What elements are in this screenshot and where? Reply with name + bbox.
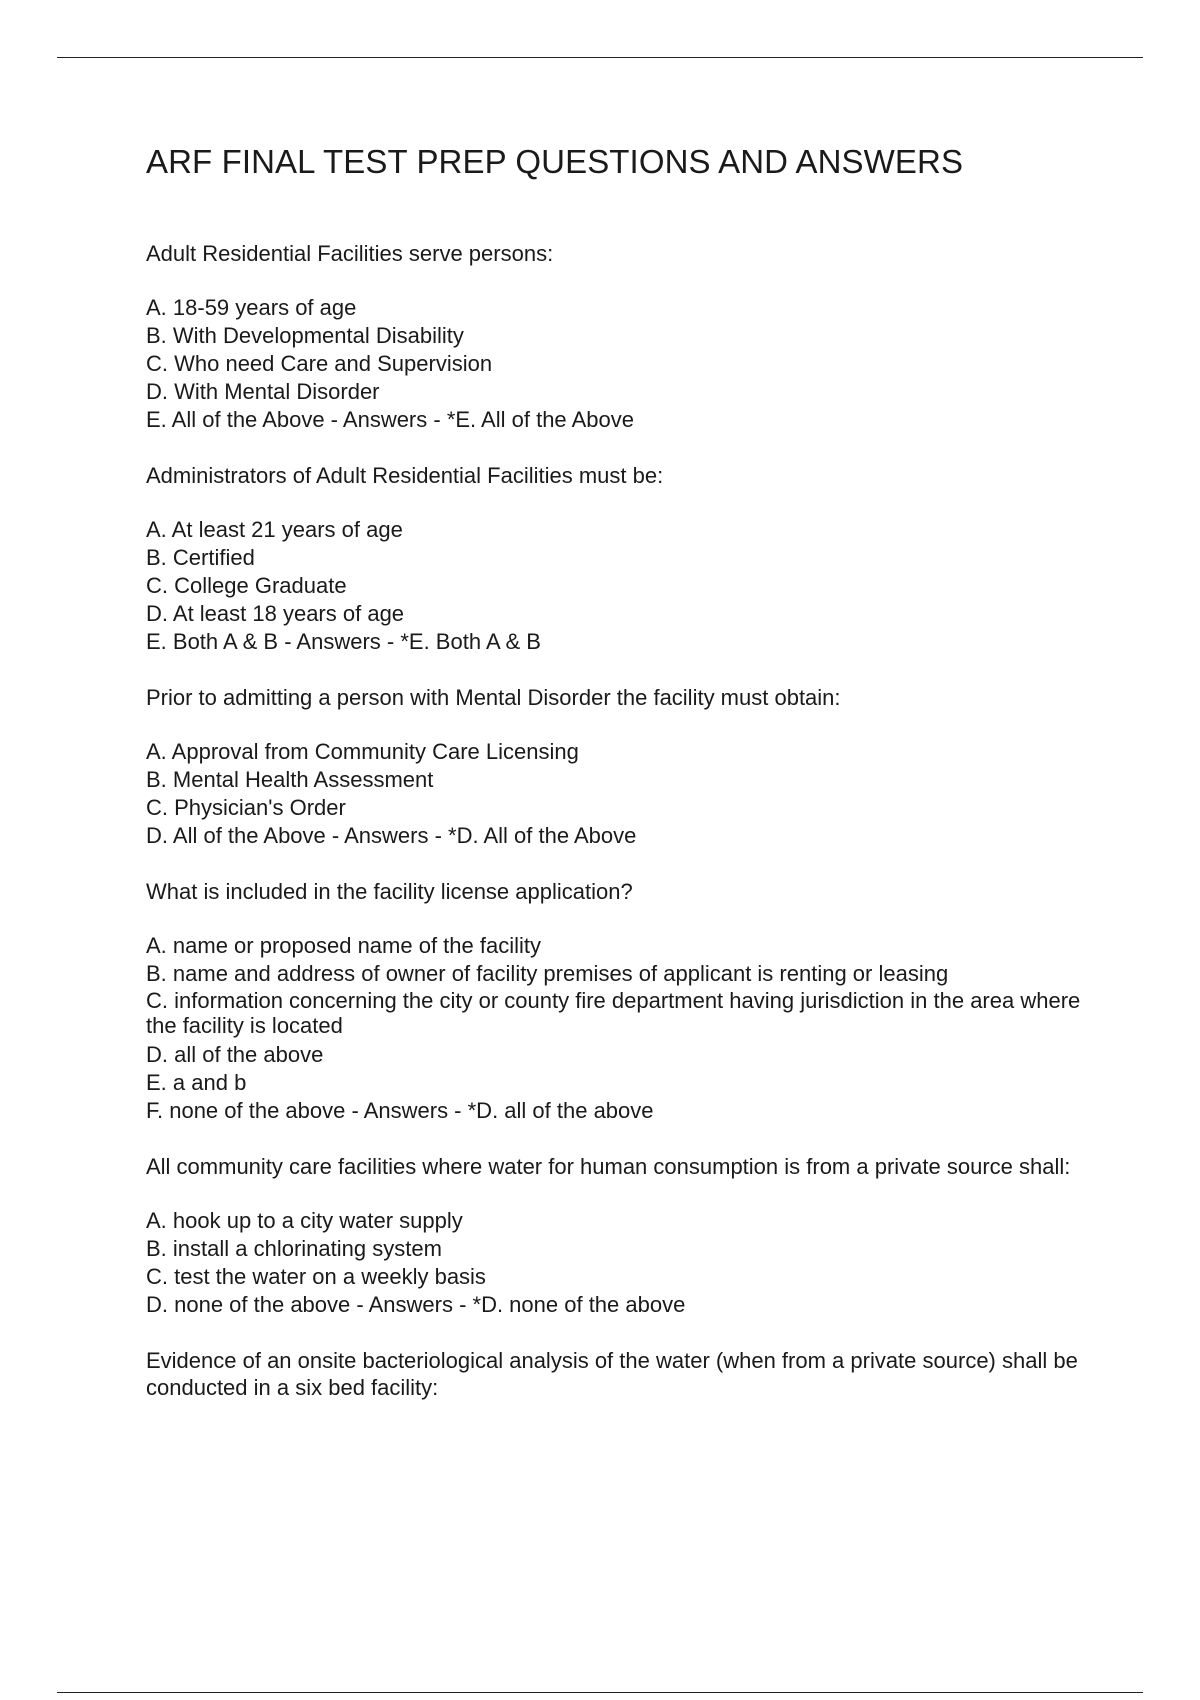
answer-option: D. With Mental Disorder — [146, 379, 380, 404]
answer-option: B. name and address of owner of facility premises of applicant is renting or leasing — [146, 961, 949, 986]
question-block — [146, 1153, 1086, 1319]
question-text: Evidence of an onsite bacteriological analysis of the water (when from a private source) shall be conducted in a six bed facility: — [146, 1348, 1078, 1400]
answer-option: D. all of the above — [146, 1042, 324, 1067]
answer-options — [146, 738, 1086, 850]
answer-option: B. Mental Health Assessment — [146, 767, 434, 792]
answer-option: A. 18-59 years of age — [146, 295, 357, 320]
answer-option: B. With Developmental Disability — [146, 323, 464, 348]
answer-option: D. none of the above - Answers - *D. none of the above — [146, 1292, 686, 1317]
answer-option: A. Approval from Community Care Licensing — [146, 739, 579, 764]
answer-option: B. Certified — [146, 545, 255, 570]
answer-option: C. test the water on a weekly basis — [146, 1264, 486, 1289]
question-text: Administrators of Adult Residential Facilities must be: — [146, 463, 664, 488]
answer-option: D. At least 18 years of age — [146, 601, 405, 626]
question-block — [146, 1347, 1086, 1401]
answer-options — [146, 1207, 1086, 1319]
answer-option: D. All of the Above - Answers - *D. All of the Above — [146, 823, 637, 848]
answer-option: E. a and b — [146, 1070, 247, 1095]
question-block — [146, 240, 1086, 434]
answer-options — [146, 932, 1086, 1125]
answer-options — [146, 294, 1086, 434]
question-text: Adult Residential Facilities serve persons: — [146, 241, 554, 266]
document-title: ARF FINAL TEST PREP QUESTIONS AND ANSWERS — [146, 143, 964, 180]
question-block — [146, 878, 1086, 1125]
answer-option: E. All of the Above - Answers - *E. All of the Above — [146, 407, 634, 432]
answer-option: C. Who need Care and Supervision — [146, 351, 493, 376]
answer-option: A. At least 21 years of age — [146, 517, 403, 542]
question-block — [146, 462, 1086, 656]
top-rule — [57, 57, 1143, 58]
document-body — [146, 140, 1086, 1429]
answer-option: C. Physician's Order — [146, 795, 346, 820]
answer-option: C. information concerning the city or county fire department having jurisdiction in the area where the facility is located — [146, 988, 1081, 1038]
answer-option: F. none of the above - Answers - *D. all of the above — [146, 1098, 654, 1123]
answer-option: E. Both A & B - Answers - *E. Both A & B — [146, 629, 541, 654]
question-text: Prior to admitting a person with Mental Disorder the facility must obtain: — [146, 685, 841, 710]
answer-option: A. hook up to a city water supply — [146, 1208, 463, 1233]
question-text: What is included in the facility license application? — [146, 879, 633, 904]
question-text: All community care facilities where water for human consumption is from a private source shall: — [146, 1154, 1071, 1179]
question-block — [146, 684, 1086, 850]
answer-option: B. install a chlorinating system — [146, 1236, 442, 1261]
answer-options — [146, 516, 1086, 656]
answer-option: C. College Graduate — [146, 573, 347, 598]
bottom-rule — [57, 1692, 1143, 1693]
answer-option: A. name or proposed name of the facility — [146, 933, 541, 958]
